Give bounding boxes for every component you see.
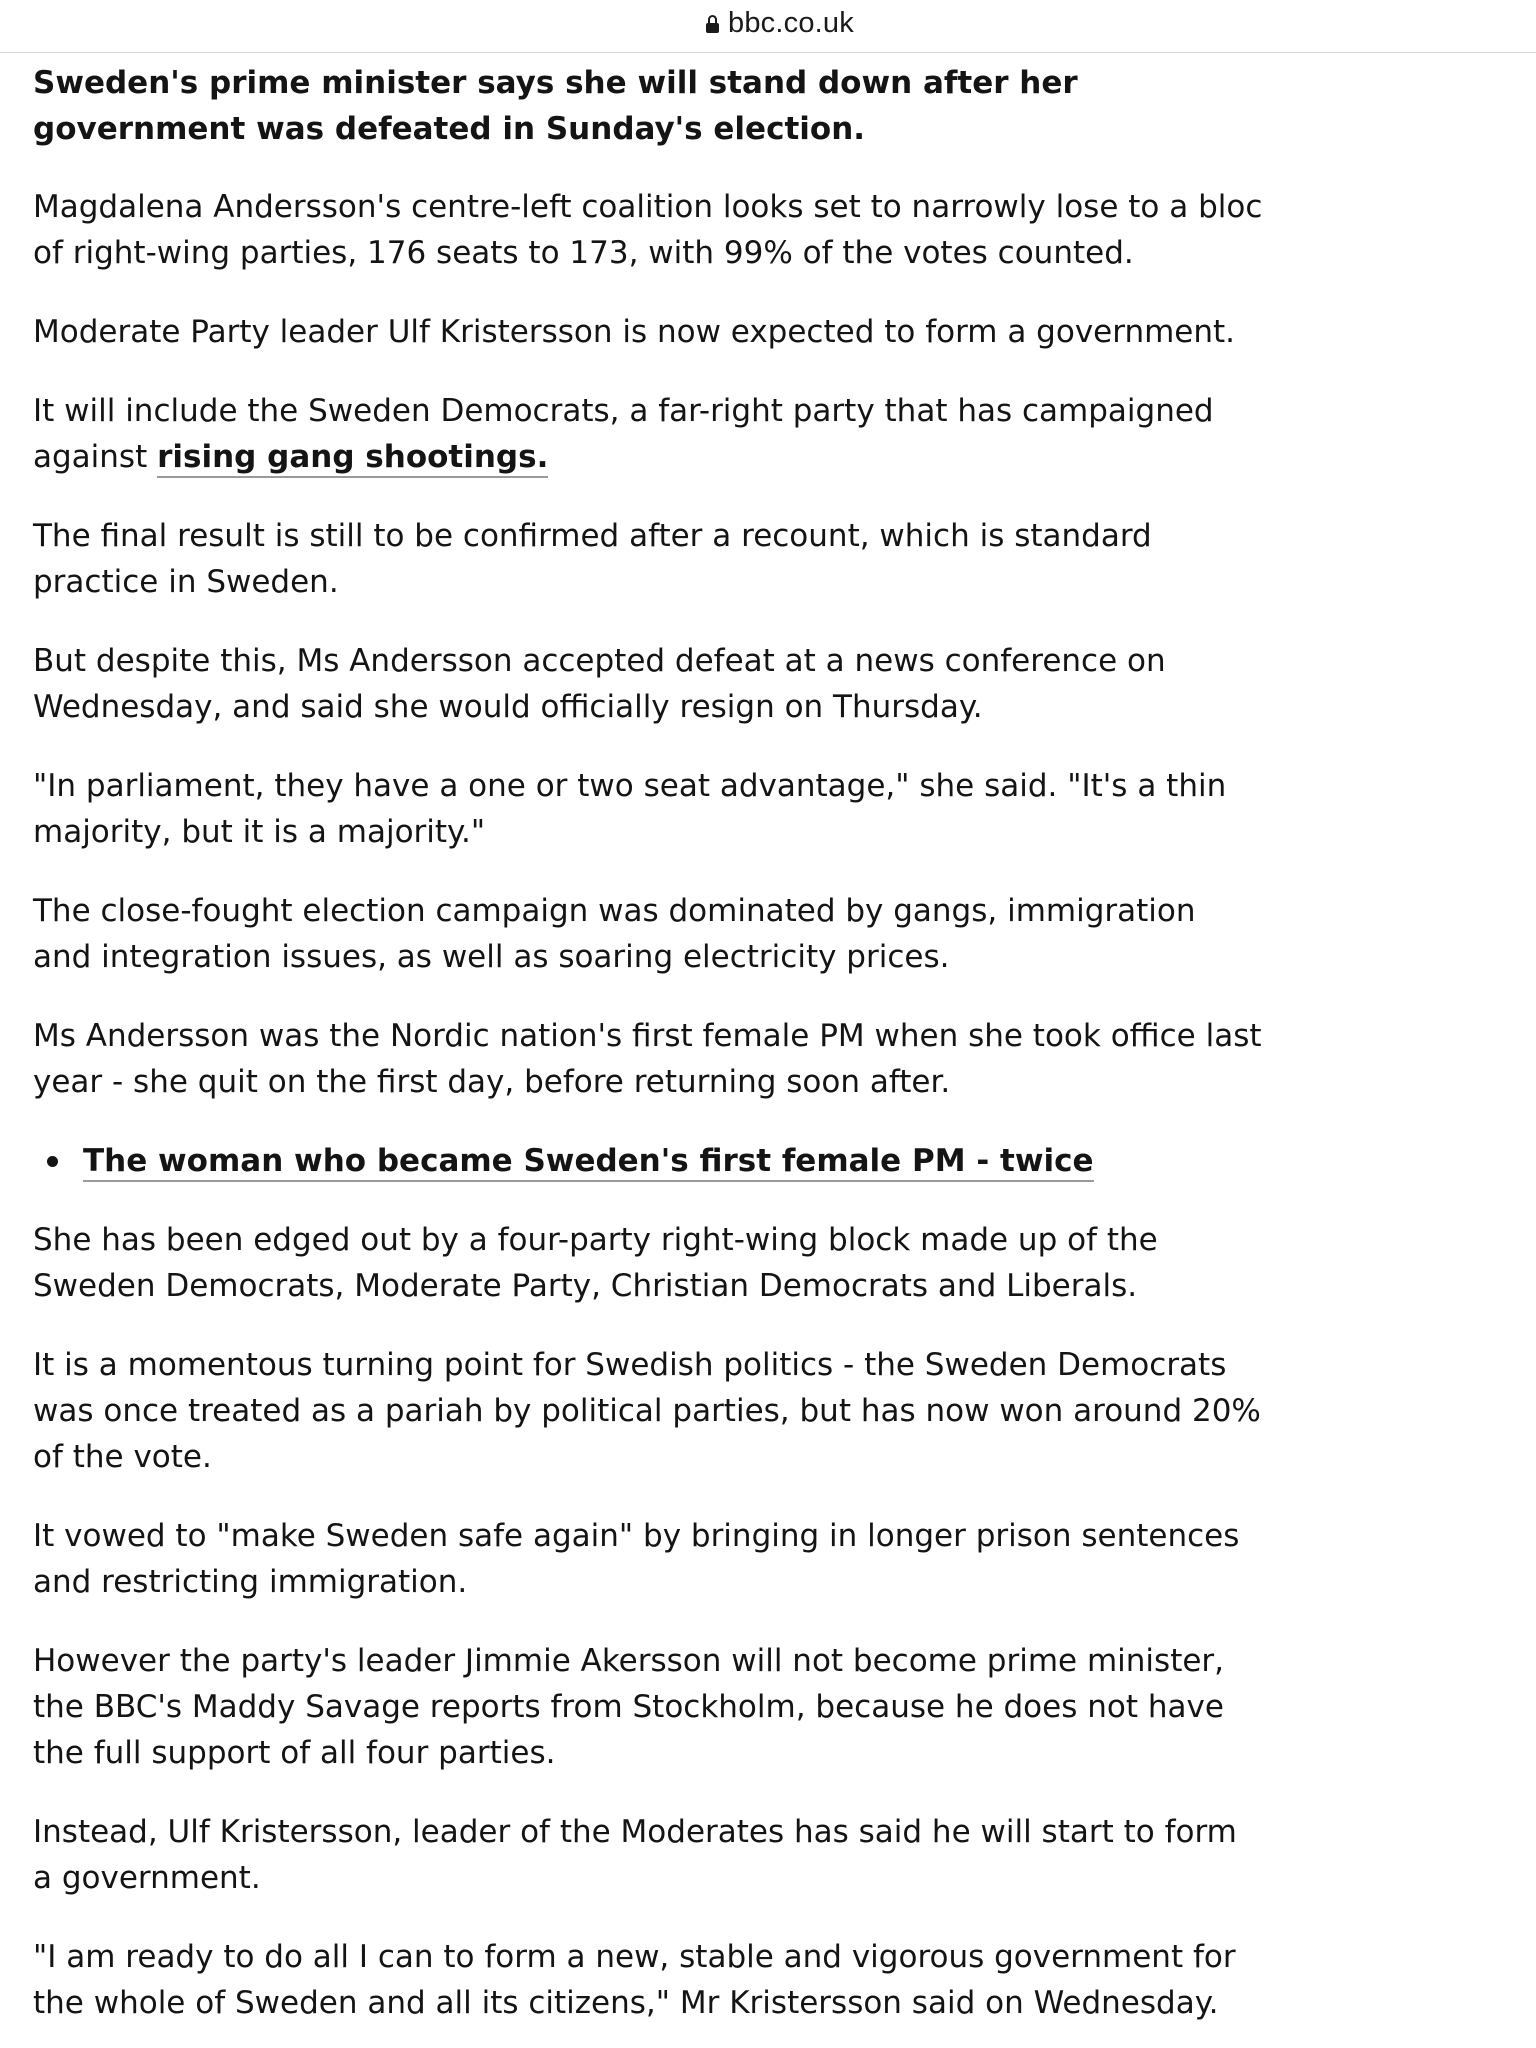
paragraph-4: The final result is still to be confirmed after a recount, which is standard practice in Sweden.: [33, 518, 1152, 600]
paragraph-6: "In parliament, they have a one or two seat advantage," she said. "It's a thin majority, but it is a majority.": [33, 768, 1227, 850]
related-links-list: [33, 1138, 1263, 1184]
address-bar[interactable]: [0, 0, 1536, 53]
paragraph-13: Instead, Ulf Kristersson, leader of the Moderates has said he will start to form a government.: [33, 1814, 1237, 1896]
url-display[interactable]: [706, 5, 854, 41]
lock-icon: [706, 17, 719, 33]
paragraph-7: The close-fought election campaign was dominated by gangs, immigration and integration issues, as well as soaring electricity prices.: [33, 893, 1196, 975]
paragraph-14: "I am ready to do all I can to form a new, stable and vigorous government for the whole of Sweden and all its citizens," Mr Kristersson said on Wednesday.: [33, 1939, 1236, 2021]
paragraph-12: However the party's leader Jimmie Akersson will not become prime minister, the BBC's Maddy Savage reports from Stockholm, because he does not have the full support of all four parties.: [33, 1643, 1225, 1771]
gang-shootings-link[interactable]: rising gang shootings.: [157, 439, 548, 478]
url-text[interactable]: bbc.co.uk: [728, 6, 854, 39]
paragraph-3: [33, 388, 1263, 480]
paragraph-3-text: It will include the Sweden Democrats, a far-right party that has campaigned against: [33, 393, 1214, 475]
paragraph-10: It is a momentous turning point for Swedish politics - the Sweden Democrats was once treated as a pariah by political parties, but has now won around 20% of the vote.: [33, 1347, 1261, 1475]
paragraph-5: But despite this, Ms Andersson accepted defeat at a news conference on Wednesday, and said she would officially resign on Thursday.: [33, 643, 1166, 725]
paragraph-2: Moderate Party leader Ulf Kristersson is now expected to form a government.: [33, 314, 1236, 350]
related-link-item: [33, 1138, 1263, 1184]
related-article-link[interactable]: The woman who became Sweden's first female PM - twice: [83, 1143, 1094, 1182]
paragraph-9: She has been edged out by a four-party right-wing block made up of the Sweden Democrats, Moderate Party, Christian Democrats and Liberals.: [33, 1222, 1158, 1304]
paragraph-11: It vowed to "make Sweden safe again" by bringing in longer prison sentences and restricting immigration.: [33, 1518, 1240, 1600]
paragraph-8: Ms Andersson was the Nordic nation's first female PM when she took office last year - she quit on the first day, before returning soon after.: [33, 1018, 1262, 1100]
article-body: [33, 60, 1263, 2048]
bullet-dot-icon: [47, 1156, 58, 1167]
article-lead: Sweden's prime minister says she will stand down after her government was defeated in Sunday's election.: [33, 65, 1078, 147]
paragraph-1: Magdalena Andersson's centre-left coalition looks set to narrowly lose to a bloc of right-wing parties, 176 seats to 173, with 99% of the votes counted.: [33, 189, 1263, 271]
